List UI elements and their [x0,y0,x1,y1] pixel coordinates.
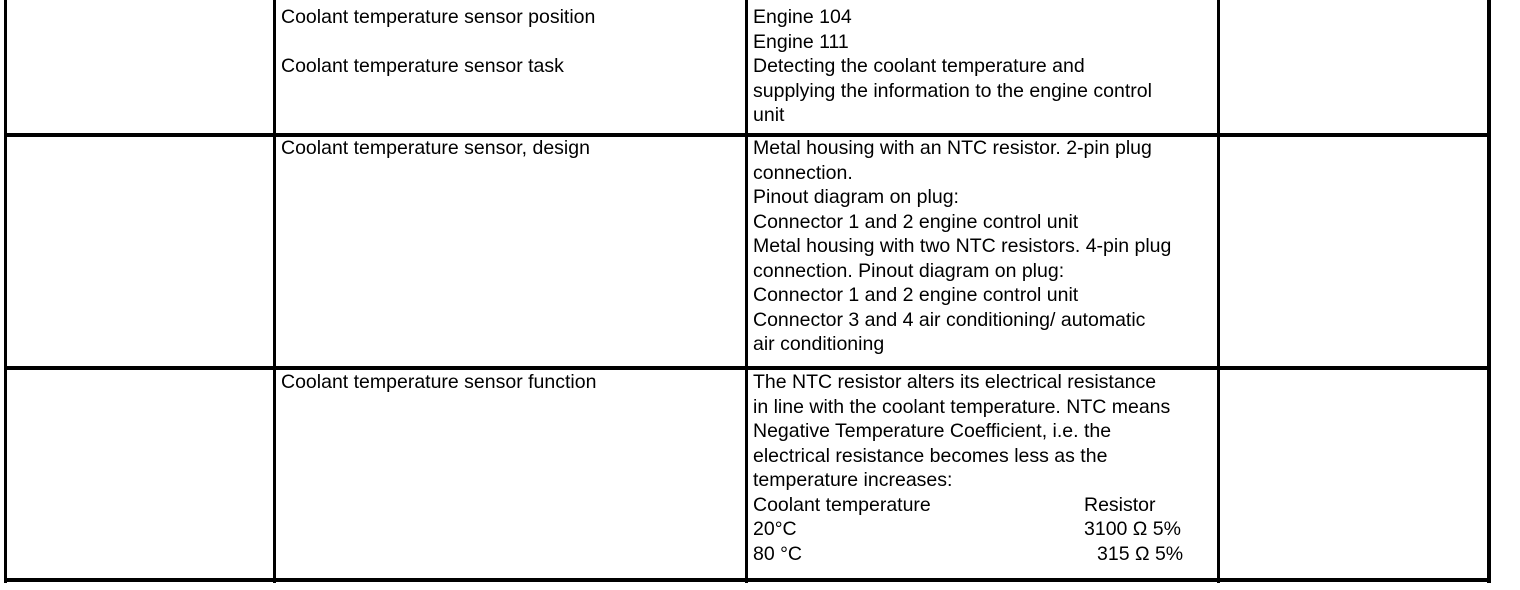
row2-label-cell [281,136,590,161]
row1-value-line: supplying the information to the engine control [753,79,1152,102]
row2-value-line: Metal housing with two NTC resistors. 4-pin plug [753,235,1172,257]
resistance-table-row [753,517,1203,542]
row2-value-line: Pinout diagram on plug: [753,186,959,208]
resistance-temperature: 20°C [753,518,797,540]
row2-value-line: Connector 1 and 2 engine control unit [753,210,1079,233]
row2-value-cell [753,136,1171,357]
grid-line-right [1487,0,1491,583]
row3-value-line: electrical resistance becomes less as the [753,444,1108,467]
row1-label-line: Coolant temperature sensor position [281,6,596,28]
resistance-header-temperature: Coolant temperature [753,493,931,516]
row3-value-line: temperature increases: [753,469,953,491]
row1-value-line: Engine 111 [753,30,849,53]
row3-value-line: The NTC resistor alters its electrical resistance [753,371,1157,393]
resistance-header-resistor: Resistor [1084,493,1156,516]
grid-line-bottom [4,578,1491,582]
row1-value-cell [753,5,1152,128]
grid-line-row2-bottom [4,366,1491,370]
row1-value-line: unit [753,104,785,126]
row3-value-line: Negative Temperature Coefficient, i.e. the [753,420,1112,442]
row2-value-line: connection. [753,161,853,184]
row2-label-line: Coolant temperature sensor, design [281,137,590,159]
resistance-table-row [753,542,1203,567]
row1-label-line: Coolant temperature sensor task [281,55,564,77]
row2-value-line: air conditioning [753,333,885,355]
row3-value-cell [753,370,1203,566]
row1-value-line: Engine 104 [753,6,852,28]
row1-label-line [281,30,595,55]
grid-line-row1-bottom [4,133,1491,137]
row2-value-line: Connector 1 and 2 engine control unit [753,284,1079,306]
row2-value-line: Metal housing with an NTC resistor. 2-pin plug [753,137,1152,159]
row2-value-line: Connector 3 and 4 air conditioning/ automatic [753,308,1146,331]
grid-line-col3 [745,0,748,583]
resistance-value: 3100 Ω 5% [1084,518,1181,540]
grid-line-col2 [273,0,276,583]
row3-label-cell [281,370,596,395]
resistance-value: 315 Ω 5% [1097,542,1184,565]
resistance-temperature: 80 °C [753,542,802,565]
row1-label-cell [281,5,595,79]
row1-value-line: Detecting the coolant temperature and [753,55,1085,77]
grid-line-left [4,0,7,583]
row2-value-line: connection. Pinout diagram on plug: [753,259,1065,282]
resistance-table-header [753,493,1203,518]
grid-line-col4 [1217,0,1220,583]
row3-value-line: in line with the coolant temperature. NTC means [753,395,1171,418]
row3-label-line: Coolant temperature sensor function [281,371,597,393]
